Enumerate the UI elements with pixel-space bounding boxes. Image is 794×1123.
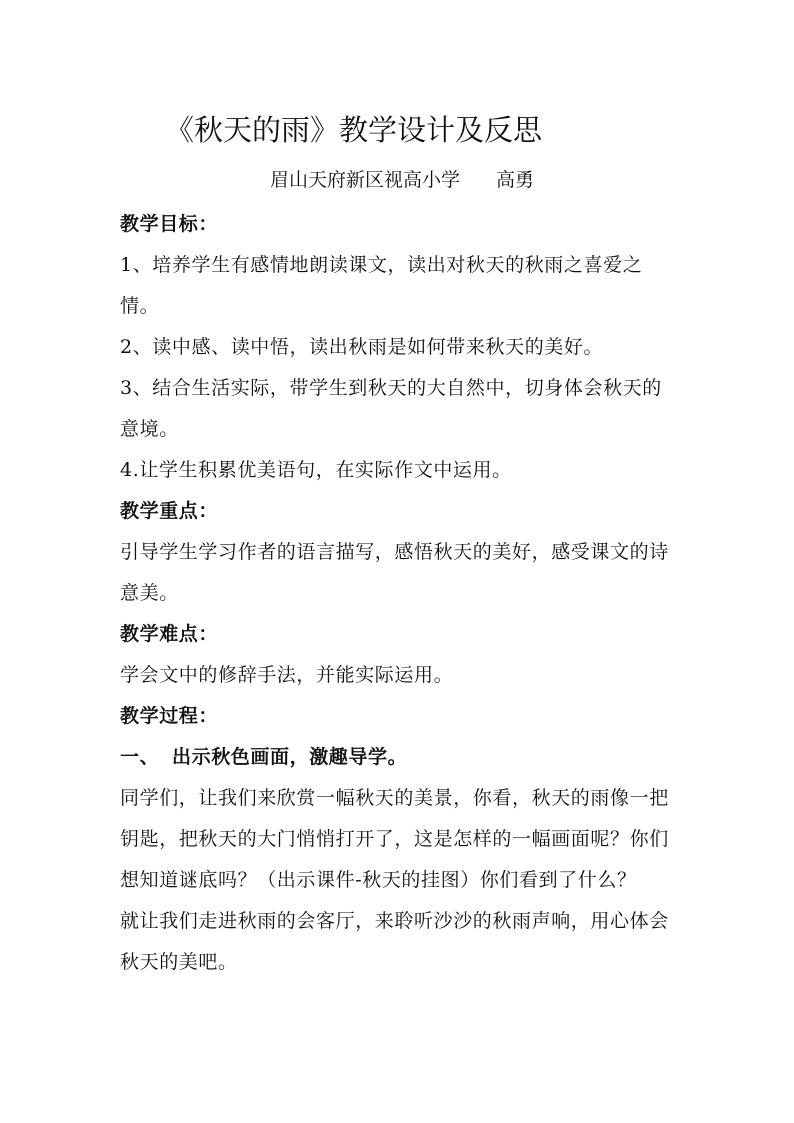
document-title: 《秋天的雨》教学设计及反思 xyxy=(165,113,543,147)
difficult-points-heading: 教学难点： xyxy=(120,623,219,645)
process-heading: 教学过程： xyxy=(120,705,219,727)
step-1-paragraph-1: 同学们，让我们来欣赏一幅秋天的美景，你看，秋天的雨像一把钥匙，把秋天的大门悄悄打开了，这是怎样的一幅画面呢？你们想知道谜底吗？（出示课件-秋天的挂图）你们看到了什么？ xyxy=(120,787,669,891)
key-points-heading: 教学重点： xyxy=(120,500,219,522)
goal-item-1: 1、培养学生有感情地朗读课文，读出对秋天的秋雨之喜爱之情。 xyxy=(120,254,643,317)
author-school: 眉山天府新区视高小学 xyxy=(270,169,461,191)
goal-item-4: 4.让学生积累优美语句，在实际作文中运用。 xyxy=(120,459,512,481)
author-line xyxy=(270,166,534,194)
difficult-points-text: 学会文中的修辞手法，并能实际运用。 xyxy=(120,664,454,686)
goal-item-3: 3、结合生活实际，带学生到秋天的大自然中，切身体会秋天的意境。 xyxy=(120,377,662,440)
step-1-title: 出示秋色画面，激趣导学。 xyxy=(172,746,408,768)
author-name: 高勇 xyxy=(496,169,535,191)
step-1-heading xyxy=(120,737,676,778)
step-1-number: 一、 xyxy=(120,746,160,768)
goal-item-2: 2、读中感、读中悟，读出秋雨是如何带来秋天的美好。 xyxy=(120,336,604,358)
key-points-text: 引导学生学习作者的语言描写，感悟秋天的美好，感受课文的诗意美。 xyxy=(120,541,669,604)
document-body xyxy=(120,204,676,983)
goals-heading: 教学目标： xyxy=(120,213,219,235)
step-1-paragraph-2: 就让我们走进秋雨的会客厅，来聆听沙沙的秋雨声响，用心体会秋天的美吧。 xyxy=(120,910,669,973)
